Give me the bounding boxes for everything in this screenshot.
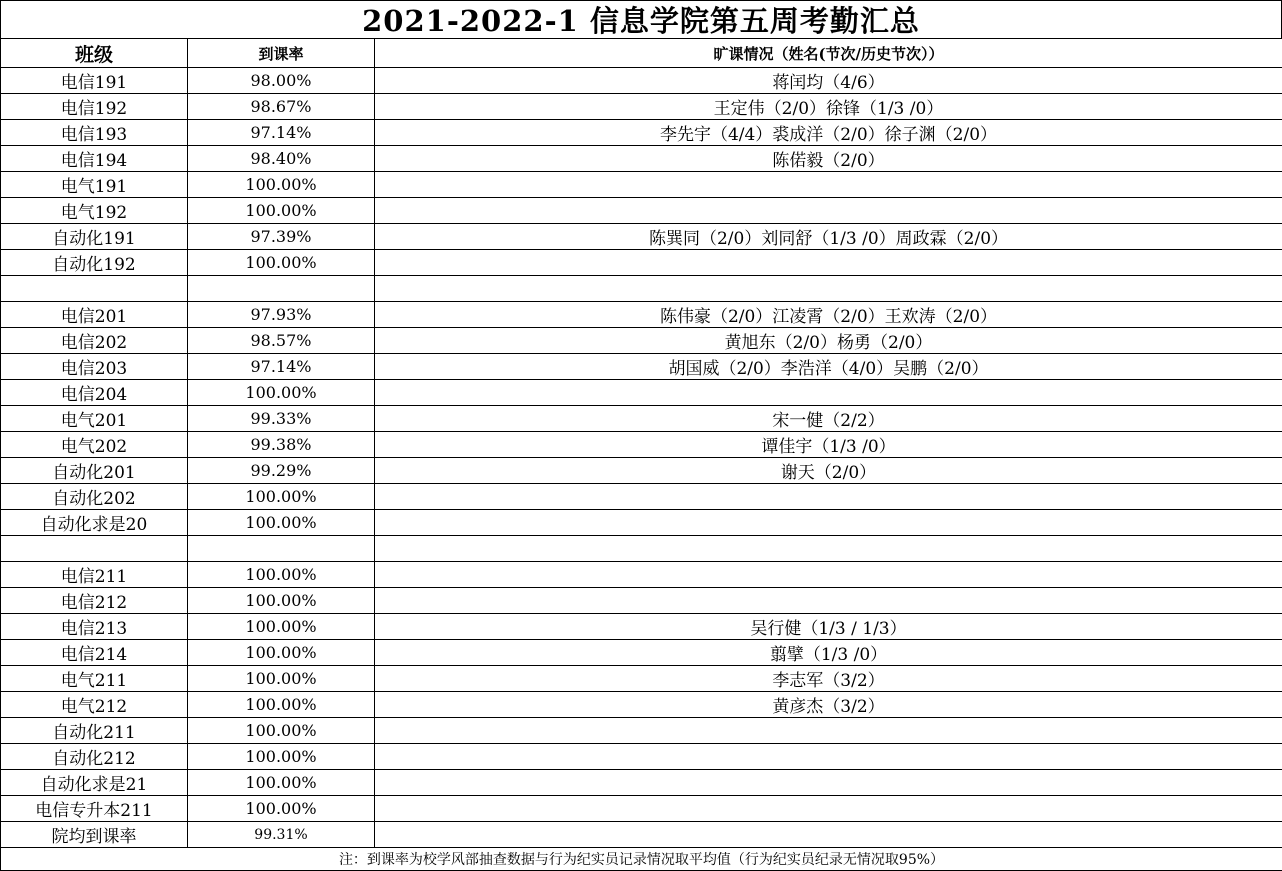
table-row — [1, 666, 1282, 692]
class-cell: 电信专升本211 — [1, 796, 188, 822]
absent-cell: 吴行健（1/3 / 1/3） — [375, 614, 1282, 640]
table-row — [1, 562, 1282, 588]
table-row — [1, 354, 1282, 380]
table-row — [1, 536, 1282, 562]
table-row — [1, 510, 1282, 536]
rate-cell: 100.00% — [188, 614, 375, 640]
class-cell: 自动化212 — [1, 744, 188, 770]
class-cell: 电气211 — [1, 666, 188, 692]
rate-cell: 98.57% — [188, 328, 375, 354]
header-class: 班级 — [1, 39, 188, 68]
table-row — [1, 120, 1282, 146]
rate-cell: 98.40% — [188, 146, 375, 172]
rate-cell: 100.00% — [188, 744, 375, 770]
absent-cell — [375, 198, 1282, 224]
rate-cell: 99.38% — [188, 432, 375, 458]
class-cell: 电信191 — [1, 68, 188, 94]
header-row — [1, 39, 1282, 68]
average-label: 院均到课率 — [1, 822, 188, 848]
class-cell — [1, 276, 188, 302]
table-row — [1, 744, 1282, 770]
rate-cell: 100.00% — [188, 172, 375, 198]
absent-cell — [375, 536, 1282, 562]
table-row — [1, 640, 1282, 666]
table-row — [1, 406, 1282, 432]
class-cell: 电信213 — [1, 614, 188, 640]
absent-cell: 谢天（2/0） — [375, 458, 1282, 484]
rate-cell: 100.00% — [188, 640, 375, 666]
table-row — [1, 146, 1282, 172]
absent-cell — [375, 484, 1282, 510]
table-row — [1, 172, 1282, 198]
rate-cell: 98.00% — [188, 68, 375, 94]
class-cell: 电信203 — [1, 354, 188, 380]
table-body — [1, 68, 1282, 822]
class-cell — [1, 536, 188, 562]
absent-cell — [375, 510, 1282, 536]
rate-cell: 100.00% — [188, 692, 375, 718]
class-cell: 电气201 — [1, 406, 188, 432]
absent-cell — [375, 744, 1282, 770]
rate-cell: 100.00% — [188, 718, 375, 744]
class-cell: 电气212 — [1, 692, 188, 718]
absent-cell: 胡国威（2/0）李浩洋（4/0）吴鹏（2/0） — [375, 354, 1282, 380]
absent-cell — [375, 770, 1282, 796]
table-row — [1, 68, 1282, 94]
rate-cell: 100.00% — [188, 562, 375, 588]
table-row — [1, 94, 1282, 120]
table-row — [1, 328, 1282, 354]
absent-cell — [375, 796, 1282, 822]
table-row — [1, 224, 1282, 250]
absent-cell: 李先宇（4/4）裘成洋（2/0）徐子渊（2/0） — [375, 120, 1282, 146]
absent-cell: 陈伟豪（2/0）江凌霄（2/0）王欢涛（2/0） — [375, 302, 1282, 328]
absent-cell — [375, 718, 1282, 744]
rate-cell: 97.39% — [188, 224, 375, 250]
absent-cell: 陈巽同（2/0）刘同舒（1/3 /0）周政霖（2/0） — [375, 224, 1282, 250]
rate-cell: 97.93% — [188, 302, 375, 328]
class-cell: 电信201 — [1, 302, 188, 328]
absent-cell: 蒋闰均（4/6） — [375, 68, 1282, 94]
rate-cell: 100.00% — [188, 250, 375, 276]
class-cell: 电信212 — [1, 588, 188, 614]
absent-cell — [375, 276, 1282, 302]
absent-cell: 黄彦杰（3/2） — [375, 692, 1282, 718]
rate-cell: 97.14% — [188, 120, 375, 146]
absent-cell: 翦擘（1/3 /0） — [375, 640, 1282, 666]
rate-cell: 100.00% — [188, 380, 375, 406]
footnote: 注：到课率为校学风部抽查数据与行为纪实员记录情况取平均值（行为纪实员纪录无情况取95%） — [1, 848, 1282, 871]
class-cell: 电信194 — [1, 146, 188, 172]
table-row — [1, 484, 1282, 510]
rate-cell: 98.67% — [188, 94, 375, 120]
class-cell: 电信211 — [1, 562, 188, 588]
class-cell: 电气202 — [1, 432, 188, 458]
table-row — [1, 198, 1282, 224]
absent-cell — [375, 562, 1282, 588]
sheet-title: 2021-2022-1 信息学院第五周考勤汇总 — [0, 0, 1282, 38]
absent-cell — [375, 588, 1282, 614]
absent-cell: 谭佳宇（1/3 /0） — [375, 432, 1282, 458]
class-cell: 电信214 — [1, 640, 188, 666]
table-row — [1, 770, 1282, 796]
rate-cell: 100.00% — [188, 198, 375, 224]
absent-cell: 李志军（3/2） — [375, 666, 1282, 692]
class-cell: 电信202 — [1, 328, 188, 354]
absent-cell: 陈偌毅（2/0） — [375, 146, 1282, 172]
table-row — [1, 614, 1282, 640]
class-cell: 自动化求是21 — [1, 770, 188, 796]
header-absent: 旷课情况（姓名(节次/历史节次）） — [375, 39, 1282, 68]
absent-cell — [375, 250, 1282, 276]
rate-cell: 100.00% — [188, 666, 375, 692]
absent-cell — [375, 172, 1282, 198]
class-cell: 自动化求是20 — [1, 510, 188, 536]
table-row — [1, 276, 1282, 302]
absent-cell: 黄旭东（2/0）杨勇（2/0） — [375, 328, 1282, 354]
absent-cell — [375, 380, 1282, 406]
class-cell: 自动化202 — [1, 484, 188, 510]
average-row — [1, 822, 1282, 848]
table-row — [1, 250, 1282, 276]
table-row — [1, 692, 1282, 718]
table-row — [1, 432, 1282, 458]
absent-cell: 王定伟（2/0）徐锋（1/3 /0） — [375, 94, 1282, 120]
rate-cell: 100.00% — [188, 588, 375, 614]
rate-cell: 100.00% — [188, 510, 375, 536]
class-cell: 电信192 — [1, 94, 188, 120]
attendance-table — [0, 38, 1282, 871]
rate-cell: 97.14% — [188, 354, 375, 380]
table-row — [1, 458, 1282, 484]
rate-cell — [188, 536, 375, 562]
class-cell: 自动化211 — [1, 718, 188, 744]
table-row — [1, 796, 1282, 822]
class-cell: 电信204 — [1, 380, 188, 406]
class-cell: 自动化192 — [1, 250, 188, 276]
average-rate: 99.31% — [188, 822, 375, 848]
class-cell: 电信193 — [1, 120, 188, 146]
absent-cell: 宋一健（2/2） — [375, 406, 1282, 432]
class-cell: 自动化201 — [1, 458, 188, 484]
rate-cell: 100.00% — [188, 770, 375, 796]
rate-cell: 99.33% — [188, 406, 375, 432]
header-rate: 到课率 — [188, 39, 375, 68]
note-row — [1, 848, 1282, 871]
rate-cell: 99.29% — [188, 458, 375, 484]
class-cell: 电气192 — [1, 198, 188, 224]
table-row — [1, 302, 1282, 328]
table-row — [1, 588, 1282, 614]
class-cell: 电气191 — [1, 172, 188, 198]
rate-cell — [188, 276, 375, 302]
table-row — [1, 718, 1282, 744]
rate-cell: 100.00% — [188, 796, 375, 822]
rate-cell: 100.00% — [188, 484, 375, 510]
class-cell: 自动化191 — [1, 224, 188, 250]
table-row — [1, 380, 1282, 406]
average-absent-cell — [375, 822, 1282, 848]
